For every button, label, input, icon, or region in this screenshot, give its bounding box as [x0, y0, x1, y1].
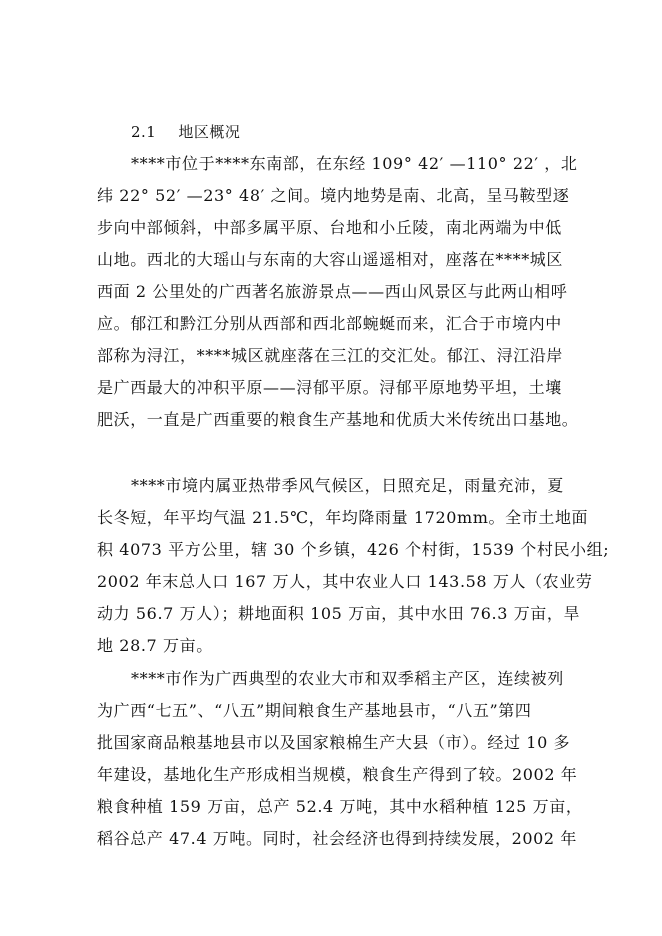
- paragraph-line: ****市境内属亚热带季风气候区，日照充足，雨量充沛，夏: [131, 476, 564, 495]
- paragraph-line: 肥沃，一直是广西重要的粮食生产基地和优质大米传统出口基地。: [97, 410, 579, 429]
- paragraph-line: 粮食种植 159 万亩，总产 52.4 万吨，其中水稻种植 125 万亩，: [97, 797, 583, 816]
- paragraph-line: 西面 2 公里处的广西著名旅游景点——西山风景区与此两山相呼: [97, 282, 568, 301]
- paragraph-line: 动力 56.7 万人）；耕地面积 105 万亩，其中水田 76.3 万亩，旱: [97, 604, 581, 623]
- paragraph-line: ****市作为广西典型的农业大市和双季稻主产区，连续被列: [131, 669, 564, 688]
- section-heading: [131, 121, 240, 143]
- paragraph-line: 年建设，基地化生产形成相当规模，粮食生产得到了较。2002 年: [97, 765, 578, 784]
- paragraph-line: 是广西最大的冲积平原——浔郁平原。浔郁平原地势平坦，土壤: [97, 378, 562, 397]
- paragraph-line: 2002 年末总人口 167 万人，其中农业人口 143.58 万人（农业劳: [97, 572, 593, 591]
- paragraph-line: 长冬短，年平均气温 21.5℃，年均降雨量 1720mm。全市土地面: [97, 508, 589, 527]
- section-title: 地区概况: [178, 123, 241, 141]
- paragraph-line: ****市位于****东南部，在东经 109° 42′ —110° 22′ ，北: [131, 154, 578, 173]
- paragraph-line: 部称为浔江，****城区就座落在三江的交汇处。郁江、浔江沿岸: [97, 346, 564, 365]
- paragraph-line: 积 4073 平方公里，辖 30 个乡镇，426 个村街，1539 个村民小组;: [97, 540, 610, 559]
- paragraph-line: 山地。西北的大瑶山与东南的大容山遥遥相对，座落在****城区: [97, 250, 564, 269]
- paragraph-line: 步向中部倾斜，中部多属平原、台地和小丘陵，南北两端为中低: [97, 218, 562, 237]
- paragraph-line: 为广西“七五”、“八五”期间粮食生产基地县市，“八五”第四: [97, 701, 532, 720]
- paragraph-line: 纬 22° 52′ —23° 48′ 之间。境内地势是南、北高，呈马鞍型逐: [97, 186, 570, 205]
- section-number: 2.1: [131, 123, 157, 141]
- paragraph-line: 批国家商品粮基地县市以及国家粮棉生产大县（市）。经过 10 多: [97, 733, 571, 752]
- paragraph-line: 稻谷总产 47.4 万吨。同时，社会经济也得到持续发展，2002 年: [97, 829, 578, 848]
- paragraph-line: 应。郁江和黔江分别从西部和西北部蜿蜒而来，汇合于市境内中: [97, 314, 562, 333]
- paragraph-line: 地 28.7 万亩。: [97, 636, 213, 655]
